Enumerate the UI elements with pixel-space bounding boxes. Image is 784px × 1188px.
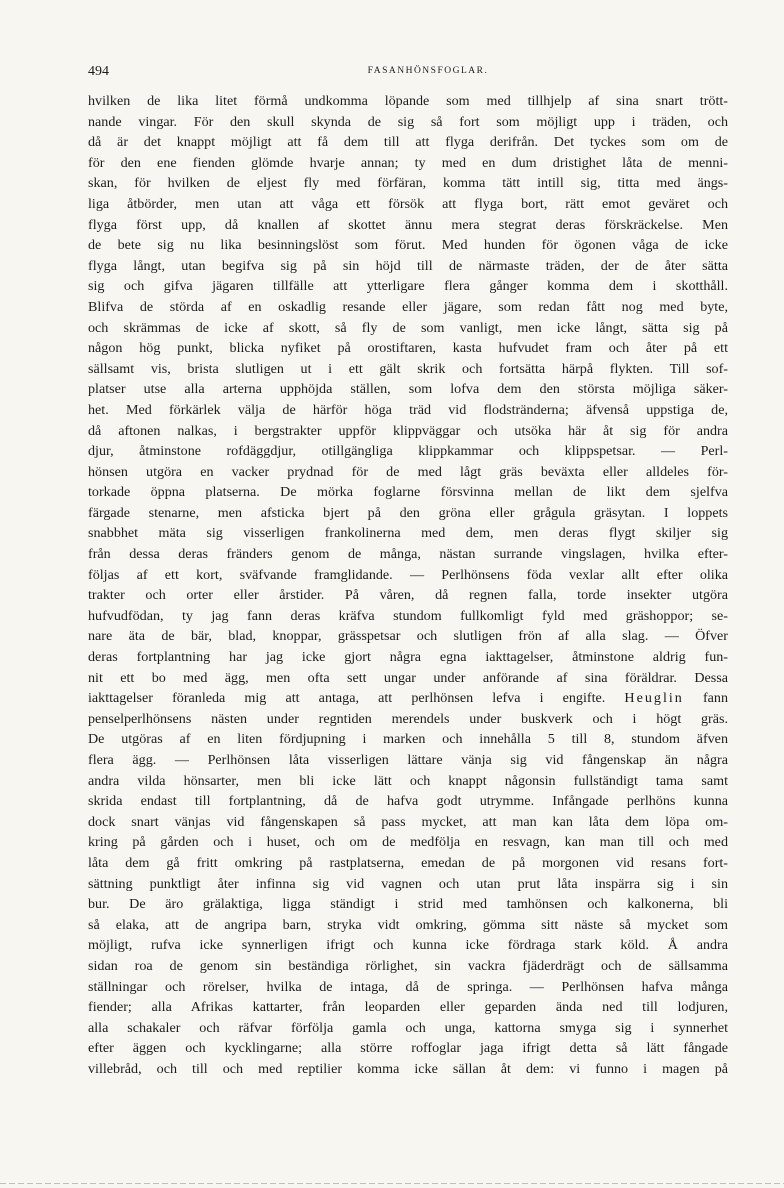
text-line: De utgöras af en liten fördjupning i marken och innehålla 5 till 8, stundom äfven [88, 731, 728, 748]
page-number: 494 [88, 64, 109, 79]
text-line: hvilken de lika litet förmå undkomma löpande som med tillhjelp af sina snart trött- [88, 93, 728, 109]
spaced-author-name: Heuglin [624, 690, 684, 707]
text-line: efter äggen och kycklingarne; alla större roffoglar jaga ifrigt detta så lätt fångade [88, 1040, 728, 1057]
text-line: så elaka, att de angripa barn, stryka vidt omkring, gömma sitt näste så mycket som [88, 916, 728, 933]
text-line: torkade öppna platserna. De mörka foglarne försvinna mellan de likt dem sjelfva [88, 484, 728, 501]
text-line: då är det knappt möjligt att få dem till att flyga derifrån. Det tyckes som om de [88, 134, 728, 151]
text-line: från dessa deras fränders genom de många, nästan surrande vingslagen, hvilka efter- [88, 546, 728, 563]
text-line: trakter och orter eller årstider. På våren, då regnen falla, torde insekter utgöra [88, 587, 728, 604]
text-line: platser utse alla arterna upphöjda ställen, som lofva dem den största möjliga säker- [88, 381, 728, 398]
text-line: för den ene fienden glömde hvarje annan; ty med en dum dristighet låta de menni- [88, 154, 728, 171]
text-line: djur, åtminstone rofdäggdjur, otillgängliga klippkammar och klippspetsar. — Perl- [88, 443, 728, 460]
body-text [88, 91, 728, 1080]
text-line: fiender; alla Afrikas kattarter, från leoparden eller geparden ända ned till lodjuren, [88, 999, 728, 1016]
text-line: skrida endast till fortplantning, då de hafva godt utrymme. Infångade perlhöns kunna [88, 793, 728, 810]
text-line: Blifva de störda af en oskadlig resande eller jägare, som redan fått nog med byte, [88, 298, 728, 315]
text-line: nare äta de bär, blad, knoppar, grässpetsar och slutligen frön af alla slag. — Öfver [88, 628, 728, 645]
text-line: då aftonen nalkas, i bergstrakter uppför klippväggar och utsöka här åt sig för andra [88, 422, 728, 439]
text-line: alla schakaler och räfvar förfölja gamla och unga, kattorna smyga sig i synnerhet [88, 1019, 728, 1036]
text-line: sättning punktligt åter infinna sig vid vagnen och utan prut låta inspärra sig i sin [88, 875, 728, 892]
text-line: bur. De äro grälaktiga, ligga ständigt i strid med tamhönsen och kalkonerna, bli [88, 896, 728, 913]
text-line: färgade stenarne, men afsticka bjert på den gröna eller grågula gräsytan. I loppets [88, 504, 728, 521]
running-title: FASANHÖNSFOGLAR. [367, 66, 489, 76]
text-line: kring på gården och i huset, och om de medfölja en resvagn, kan man till och med [88, 834, 728, 851]
text-line: penselperlhönsens nästen under regntiden merendels under buskverk och i högt gräs. [88, 710, 728, 727]
text-line: dock snart vänjas vid fångenskapen så pass mycket, att man kan låta dem löpa om- [88, 813, 728, 830]
text-line: villebråd, och till och med reptilier komma icke sällan åt dem: vi funno i magen på [88, 1060, 728, 1077]
text-line: och skrämmas de icke af skott, så fly de som vanligt, men icke långt, sätta sig på [88, 319, 728, 336]
text-line: sällsamt vis, brista slutligen ut i ett gält skrik och fortsätta härpå flykten. Till sof- [88, 360, 728, 377]
text-line: nit ett bo med ägg, men ofta sett ungar under anförande af sina föräldrar. Dessa [88, 669, 728, 686]
text-line: följas af ett kort, sväfvande framglidande. — Perlhönsens föda vexlar allt efter olika [88, 566, 728, 583]
text-line: andra vilda hönsarter, men bli icke lätt och knappt någonsin fullständigt tama samt [88, 772, 728, 789]
text-line: deras fortplantning har jag icke gjort några egna iakttagelser, åtminstone aldrig fun- [88, 649, 728, 666]
text-line: ställningar och rörelser, hvilka de intaga, då de springa. — Perlhönsen hafva många [88, 978, 728, 995]
text-line: flyga först upp, då knallen af skottet ännu mera stegrat deras förskräckelse. Men [88, 216, 728, 233]
text-line: snabbhet mäta sig visserligen frankolinerna med dem, men deras flygt skiljer sig [88, 525, 728, 542]
page-bottom-edge [0, 1183, 784, 1184]
text-line: sig och gifva jägaren tillfälle att ytterligare flera gånger komma dem i skotthåll. [88, 278, 728, 295]
text-line: sidan roa de genom sin beständiga rörlighet, sin vackra fjäderdrägt och de sällsamma [88, 957, 728, 974]
text-line: nande vingar. För den skull skynda de sig så fort som möjligt upp i träden, och [88, 113, 728, 130]
text-line: iakttagelser föranleda mig att antaga, att perlhönsen lefva i engifte. Heuglin fann [88, 690, 728, 707]
text-line: flera ägg. — Perlhönsen låta visserligen lättare vänja sig vid fångenskap än några [88, 752, 728, 768]
text-line: någon hög punkt, blicka nyfiket på orostiftaren, kasta hufvudet fram och åter på ett [88, 340, 728, 357]
text-line: liga åtbörder, men utan att våga ett försök att flyga bort, rätt emot geväret och [88, 195, 728, 212]
text-line: het. Med förkärlek välja de härför höga träd vid flodstränderna; äfvenså uppstiga de, [88, 401, 728, 418]
text-line: låta dem gå fritt omkring på rastplatserna, emedan de på morgonen vid resans fort- [88, 854, 728, 871]
text-line: möjligt, rufva icke synnerligen ifrigt och kunna icke fördraga stark köld. Å andra [88, 937, 728, 954]
text-line: flyga långt, utan begifva sig på sin höjd till de närmaste träden, der de åter sätta [88, 257, 728, 274]
text-line: hönsen utgöra en vacker prydnad för de med lågt gräs beväxta eller alldeles för- [88, 463, 728, 480]
text-line: hufvudfödan, ty jag fann deras kräfva stundom fullkomligt fyld med gräshoppor; se- [88, 607, 728, 624]
text-line: skan, för hvilken de eljest fly med förfäran, komma tätt intill sig, titta med ängs- [88, 175, 728, 192]
text-line: de bete sig nu lika besinningslöst som förut. Med hunden för ögonen våga de icke [88, 237, 728, 254]
page-header [88, 64, 728, 84]
